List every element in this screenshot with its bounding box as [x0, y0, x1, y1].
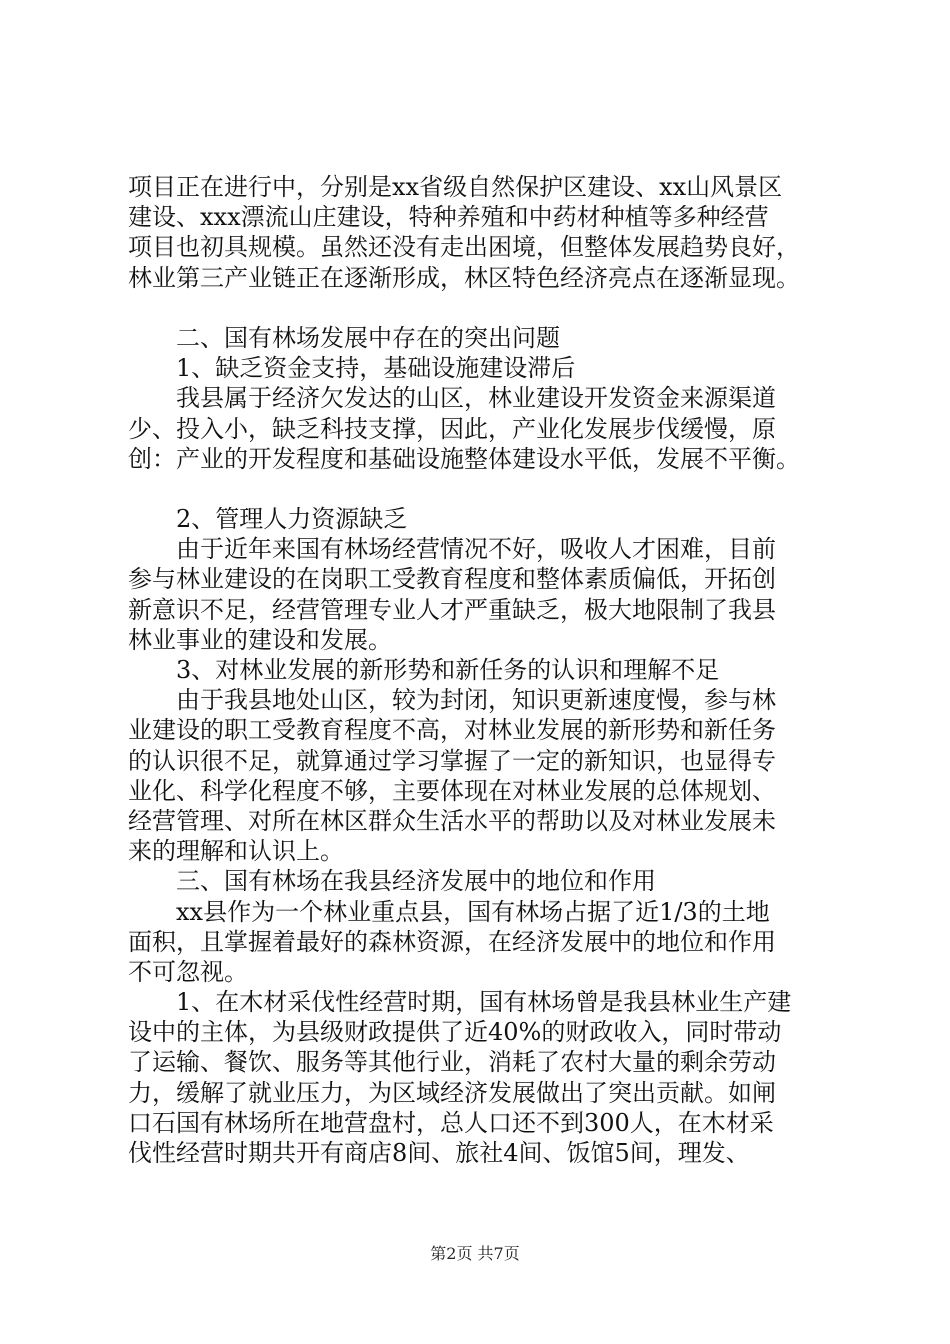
paragraph-line: 业化、科学化程度不够，主要体现在对林业发展的总体规划、 [128, 776, 776, 805]
paragraph-line: 1、在木材采伐性经营时期，国有林场曾是我县林业生产建 [176, 988, 792, 1017]
paragraph-line: 少、投入小，缺乏科技支撑，因此，产业化发展步伐缓慢，原 [128, 414, 776, 443]
paragraph-line: 经营管理、对所在林区群众生活水平的帮助以及对林业发展未 [128, 806, 776, 835]
subsection-heading: 2、管理人力资源缺乏 [176, 505, 408, 534]
paragraph-line: 由于近年来国有林场经营情况不好，吸收人才困难，目前 [176, 535, 776, 564]
paragraph-line: 项目正在进行中，分别是xx省级自然保护区建设、xx山风景区 [128, 173, 783, 201]
paragraph-line: 林业事业的建设和发展。 [128, 625, 392, 654]
paragraph-line: 新意识不足，经营管理专业人才严重缺乏，极大地限制了我县 [128, 595, 776, 624]
paragraph-line: 创：产业的开发程度和基础设施整体建设水平低，发展不平衡。 [128, 444, 800, 473]
paragraph-line: 了运输、餐饮、服务等其他行业，消耗了农村大量的剩余劳动 [128, 1048, 776, 1077]
paragraph-line: 力，缓解了就业压力，为区域经济发展做出了突出贡献。如闸 [128, 1078, 776, 1107]
subsection-heading: 3、对林业发展的新形势和新任务的认识和理解不足 [176, 656, 720, 684]
paragraph-line: 不可忽视。 [128, 957, 248, 986]
document-body [128, 172, 840, 1168]
paragraph-line: 参与林业建设的在岗职工受教育程度和整体素质偏低，开拓创 [128, 565, 776, 594]
paragraph-line: 我县属于经济欠发达的山区，林业建设开发资金来源渠道 [176, 384, 776, 413]
section-heading: 三、国有林场在我县经济发展中的地位和作用 [176, 867, 656, 896]
paragraph-line: 由于我县地处山区，较为封闭，知识更新速度慢，参与林 [176, 686, 776, 715]
paragraph-line: 口石国有林场所在地营盘村，总人口还不到300人，在木材采 [128, 1108, 774, 1137]
paragraph-line: 来的理解和认识上。 [128, 837, 344, 866]
page-footer [0, 1244, 950, 1264]
paragraph-line: 的认识很不足，就算通过学习掌握了一定的新知识，也显得专 [128, 746, 776, 775]
paragraph-gap [128, 293, 840, 323]
paragraph-line: 设中的主体，为县级财政提供了近40%的财政收入，同时带动 [128, 1018, 782, 1047]
paragraph-line: 伐性经营时期共开有商店8间、旅社4间、饭馆5间，理发、 [128, 1139, 750, 1167]
paragraph-line: xx县作为一个林业重点县，国有林场占据了近1/3的土地 [176, 897, 770, 926]
subsection-heading: 1、缺乏资金支持，基础设施建设滞后 [176, 354, 576, 383]
paragraph-line: 面积，且掌握着最好的森林资源，在经济发展中的地位和作用 [128, 927, 776, 956]
page-number-label: 第2页 共7页 [430, 1244, 520, 1263]
paragraph-line: 项目也初具规模。虽然还没有走出困境，但整体发展趋势良好， [128, 233, 800, 262]
paragraph-gap [128, 474, 840, 504]
paragraph-line: 林业第三产业链正在逐渐形成，林区特色经济亮点在逐渐显现。 [128, 263, 800, 292]
section-heading: 二、国有林场发展中存在的突出问题 [176, 323, 560, 352]
paragraph-line: 业建设的职工受教育程度不高，对林业发展的新形势和新任务 [128, 716, 776, 745]
paragraph-line: 建设、xxx漂流山庄建设，特种养殖和中药材种植等多种经营 [128, 203, 769, 232]
